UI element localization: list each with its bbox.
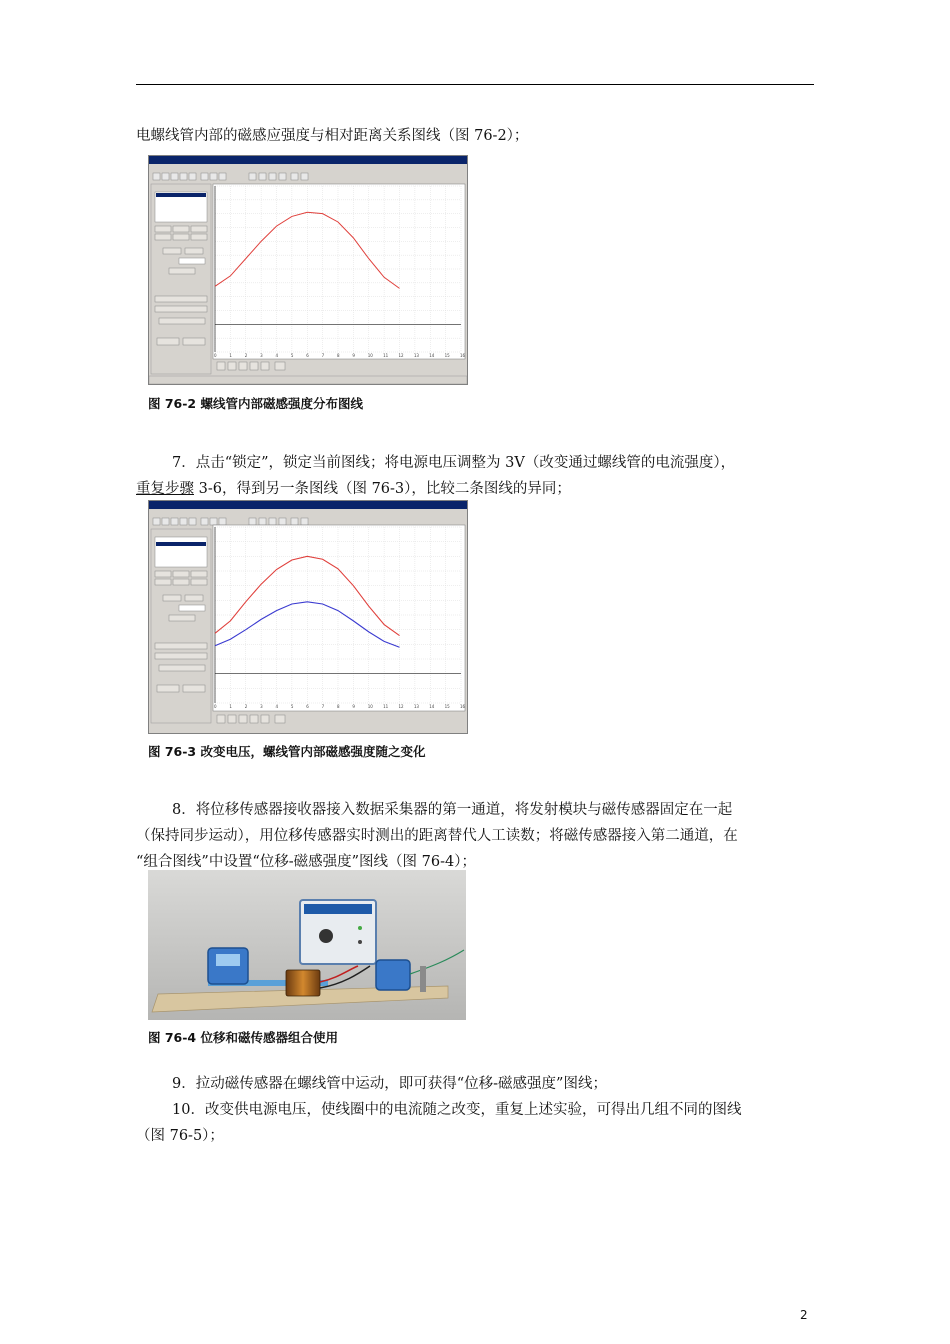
clamp-stand (420, 966, 426, 992)
x-tick-label: 7 (321, 353, 325, 358)
x-tick-label: 5 (290, 353, 294, 358)
step7-line1: 7．点击“锁定”，锁定当前图线；将电源电压调整为 3V（改变通过螺线管的电流强度）， (172, 455, 736, 471)
x-tick-label: 14 (429, 353, 435, 358)
x-tick-label: 16 (460, 353, 466, 358)
x-tick-label: 7 (321, 704, 325, 709)
x-tick-label: 12 (398, 353, 404, 358)
x-tick-label: 15 (444, 704, 450, 709)
x-tick-label: 13 (413, 704, 419, 709)
status-bar (149, 376, 467, 384)
x-tick-label: 16 (460, 704, 466, 709)
x-tick-label: 1 (229, 353, 232, 358)
caption-76-4: 图 76-4 位移和磁传感器组合使用 (148, 1030, 338, 1045)
x-tick-label: 4 (275, 704, 279, 709)
caption-76-2: 图 76-2 螺线管内部磁感强度分布图线 (148, 396, 363, 411)
x-tick-label: 10 (367, 353, 373, 358)
x-tick-label: 8 (337, 704, 340, 709)
x-tick-label: 2 (244, 353, 248, 358)
step10-line2: （图 76-5）； (136, 1128, 224, 1144)
step8-line1: 8．将位移传感器接收器接入数据采集器的第一通道，将发射模块与磁传感器固定在一起 (172, 802, 733, 818)
x-tick-label: 0 (214, 353, 217, 358)
x-tick-label: 15 (444, 353, 450, 358)
x-tick-label: 2 (244, 704, 248, 709)
step7-line2 (136, 476, 571, 502)
step10-line1: 10．改变供电源电压，使线圈中的电流随之改变，重复上述实验，可得出几组不同的图线 (172, 1102, 742, 1118)
x-tick-label: 8 (337, 353, 340, 358)
x-tick-label: 4 (275, 353, 279, 358)
x-tick-label: 5 (290, 704, 294, 709)
caption-76-3: 图 76-3 改变电压，螺线管内部磁感强度随之变化 (148, 744, 426, 759)
page-number: 2 (800, 1308, 808, 1322)
x-tick-label: 6 (306, 353, 309, 358)
x-tick-label: 10 (367, 704, 373, 709)
x-tick-label: 0 (214, 704, 217, 709)
figure-76-4-photo (148, 870, 466, 1020)
menu-bar (149, 164, 467, 172)
x-tick-label: 3 (260, 704, 263, 709)
x-tick-label: 11 (383, 353, 389, 358)
x-tick-label: 12 (398, 704, 404, 709)
x-tick-label: 1 (229, 704, 232, 709)
solenoid-coil (286, 970, 320, 996)
x-tick-label: 9 (352, 704, 355, 709)
header-rule (136, 84, 814, 85)
x-tick-label: 9 (352, 353, 355, 358)
step9: 9．拉动磁传感器在螺线管中运动，即可获得“位移-磁感强度”图线； (172, 1076, 607, 1092)
x-tick-label: 6 (306, 704, 309, 709)
step8-line3: “组合图线”中设置“位移-磁感强度”图线（图 76-4）； (136, 854, 476, 870)
x-tick-label: 14 (429, 704, 435, 709)
magnetic-sensor (376, 960, 410, 990)
figure-76-3-screenshot (148, 500, 468, 734)
title-bar (149, 156, 467, 164)
power-knob (319, 929, 333, 943)
intro-paragraph: 电螺线管内部的磁感应强度与相对距离关系图线（图 76-2）； (136, 128, 529, 144)
plot-area (213, 184, 465, 359)
x-tick-label: 3 (260, 353, 263, 358)
x-tick-label: 13 (413, 353, 419, 358)
figure-76-2-screenshot (148, 155, 468, 385)
step7-underlined-text: 重复步骤 (136, 481, 194, 497)
step8-line2: （保持同步运动），用位移传感器实时测出的距离替代人工读数；将磁传感器接入第二通道，在 (136, 828, 738, 844)
x-tick-label: 11 (383, 704, 389, 709)
step7-line2-rest: 3-6，得到另一条图线（图 76-3），比较二条图线的异同； (194, 481, 571, 497)
